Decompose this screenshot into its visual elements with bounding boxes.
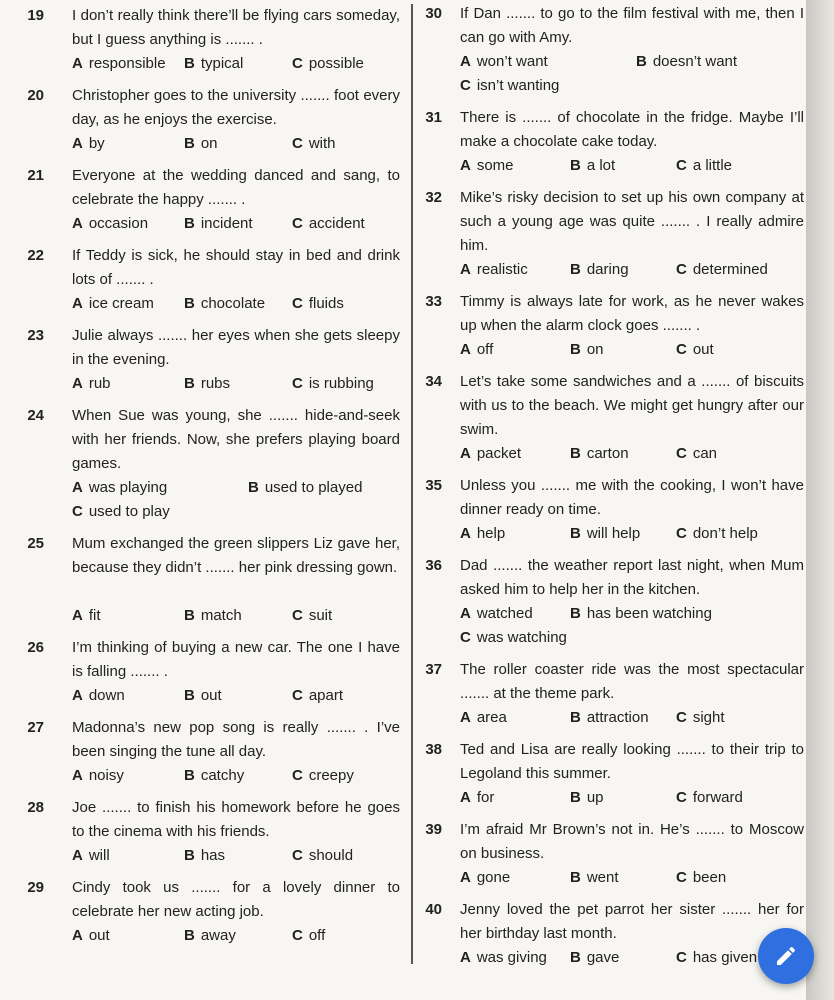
option-letter: A xyxy=(72,927,83,944)
option-letter: A xyxy=(460,605,471,622)
option-b[interactable]: doesn’t want xyxy=(652,53,738,70)
question-number: 23 xyxy=(27,327,44,344)
option-letter: C xyxy=(676,525,687,542)
option-b[interactable]: incident xyxy=(200,215,253,232)
question-stem: If Dan ....... to go to the film festival with me, then I can go with Amy. xyxy=(460,5,804,46)
option-c[interactable]: out xyxy=(692,341,714,358)
question-stem: Unless you ....... me with the cooking, I won’t have dinner ready on time. xyxy=(460,477,804,518)
question-number: 36 xyxy=(425,557,442,574)
option-b[interactable]: out xyxy=(200,687,222,704)
option-a[interactable]: down xyxy=(88,687,125,704)
option-c[interactable]: off xyxy=(308,927,326,944)
option-a[interactable]: will xyxy=(88,847,110,864)
option-b[interactable]: on xyxy=(586,341,604,358)
option-letter: A xyxy=(460,789,471,806)
option-letter: B xyxy=(184,847,195,864)
question-number: 24 xyxy=(27,407,44,424)
question-stem: Christopher goes to the university ....... foot every day, as he enjoys the exercise. xyxy=(72,87,400,128)
option-b[interactable]: carton xyxy=(586,445,629,462)
option-letter: C xyxy=(292,607,303,624)
option-a[interactable]: watched xyxy=(476,605,533,622)
option-c[interactable]: should xyxy=(308,847,354,864)
option-letter: A xyxy=(72,687,83,704)
option-letter: B xyxy=(184,295,195,312)
option-c[interactable]: don’t help xyxy=(692,525,758,542)
option-letter: B xyxy=(570,869,581,886)
option-letter: B xyxy=(570,525,581,542)
option-a[interactable]: packet xyxy=(476,445,522,462)
option-letter: A xyxy=(72,375,83,392)
question-number: 37 xyxy=(425,661,442,678)
option-a[interactable]: ice cream xyxy=(88,295,154,312)
option-letter: C xyxy=(676,445,687,462)
option-c[interactable]: determined xyxy=(692,261,768,278)
option-b[interactable]: has been watching xyxy=(586,605,712,622)
option-c[interactable]: possible xyxy=(308,55,364,72)
option-b[interactable]: match xyxy=(200,607,242,624)
option-a[interactable]: gone xyxy=(476,869,511,886)
question-stem: Joe ....... to finish his homework before he goes to the cinema with his friends. xyxy=(72,799,400,840)
option-c[interactable]: was watching xyxy=(476,629,567,646)
question-number: 33 xyxy=(425,293,442,310)
option-b[interactable]: rubs xyxy=(200,375,231,392)
option-letter: A xyxy=(460,709,471,726)
option-c[interactable]: suit xyxy=(308,607,333,624)
option-c[interactable]: a little xyxy=(692,157,733,174)
option-letter: A xyxy=(72,135,83,152)
question-number: 35 xyxy=(425,477,442,494)
option-b[interactable]: on xyxy=(200,135,218,152)
question-number: 34 xyxy=(425,373,442,390)
question-number: 19 xyxy=(27,7,44,24)
option-b[interactable]: will help xyxy=(586,525,641,542)
option-b[interactable]: up xyxy=(586,789,604,806)
option-letter: A xyxy=(72,767,83,784)
option-letter: B xyxy=(184,927,195,944)
option-letter: C xyxy=(676,157,687,174)
question-number: 32 xyxy=(425,189,442,206)
option-letter: A xyxy=(460,157,471,174)
option-c[interactable]: is rubbing xyxy=(308,375,374,392)
option-b[interactable]: gave xyxy=(586,949,620,966)
option-c[interactable]: creepy xyxy=(308,767,354,784)
option-c[interactable]: can xyxy=(692,445,718,462)
question-stem: Mum exchanged the green slippers Liz gave her, because they didn’t ....... her pink dressing gown. xyxy=(72,535,400,576)
question-stem: Timmy is always late for work, as he never wakes up when the alarm clock goes ....... . xyxy=(460,293,804,334)
option-letter: B xyxy=(184,607,195,624)
option-letter: B xyxy=(184,687,195,704)
option-c[interactable]: accident xyxy=(308,215,365,232)
question-stem: I don’t really think there’ll be flying cars someday, but I guess anything is ....... . xyxy=(72,7,400,48)
option-a[interactable]: some xyxy=(476,157,514,174)
option-letter: C xyxy=(460,77,471,94)
question-number: 39 xyxy=(425,821,442,838)
option-c[interactable]: been xyxy=(692,869,727,886)
option-a[interactable]: noisy xyxy=(88,767,124,784)
option-letter: A xyxy=(72,295,83,312)
option-a[interactable]: rub xyxy=(88,375,111,392)
option-letter: A xyxy=(460,525,471,542)
option-letter: C xyxy=(292,215,303,232)
option-letter: A xyxy=(460,53,471,70)
option-c[interactable]: apart xyxy=(308,687,344,704)
option-letter: A xyxy=(460,869,471,886)
option-letter: C xyxy=(676,709,687,726)
option-a[interactable]: won’t want xyxy=(476,53,548,70)
question-stem: There is ....... of chocolate in the fridge. Maybe I’ll make a chocolate cake today. xyxy=(460,109,804,150)
option-letter: B xyxy=(184,135,195,152)
option-b[interactable]: chocolate xyxy=(200,295,266,312)
option-letter: B xyxy=(184,215,195,232)
option-letter: B xyxy=(570,605,581,622)
pencil-icon xyxy=(774,944,798,968)
option-letter: A xyxy=(72,55,83,72)
option-c[interactable]: sight xyxy=(692,709,725,726)
column-divider xyxy=(411,4,413,964)
option-c[interactable]: with xyxy=(308,135,336,152)
option-letter: C xyxy=(292,135,303,152)
option-letter: B xyxy=(570,709,581,726)
option-letter: C xyxy=(292,55,303,72)
question-number: 38 xyxy=(425,741,442,758)
option-b[interactable]: catchy xyxy=(200,767,245,784)
option-c[interactable]: forward xyxy=(692,789,743,806)
option-letter: A xyxy=(72,479,83,496)
option-letter: C xyxy=(676,789,687,806)
option-letter: B xyxy=(636,53,647,70)
option-b[interactable]: away xyxy=(200,927,236,944)
option-b[interactable]: used to played xyxy=(264,479,363,496)
option-b[interactable]: has xyxy=(200,847,226,864)
option-c[interactable]: used to play xyxy=(88,503,170,520)
option-a[interactable]: by xyxy=(88,135,105,152)
question-stem: If Teddy is sick, he should stay in bed and drink lots of ....... . xyxy=(72,247,400,288)
question-number: 22 xyxy=(27,247,44,264)
question-stem: The roller coaster ride was the most spectacular ....... at the theme park. xyxy=(460,661,804,702)
question-number: 40 xyxy=(425,901,442,918)
option-letter: B xyxy=(184,767,195,784)
option-c[interactable]: isn’t wanting xyxy=(476,77,560,94)
question-number: 31 xyxy=(425,109,442,126)
question-stem: Everyone at the wedding danced and sang, to celebrate the happy ....... . xyxy=(72,167,400,208)
question-number: 27 xyxy=(27,719,44,736)
option-b[interactable]: went xyxy=(586,869,619,886)
question-stem: Ted and Lisa are really looking ....... to their trip to Legoland this summer. xyxy=(460,741,804,782)
option-letter: C xyxy=(292,847,303,864)
option-letter: A xyxy=(72,847,83,864)
question-number: 29 xyxy=(27,879,44,896)
option-letter: C xyxy=(676,949,687,966)
question-number: 20 xyxy=(27,87,44,104)
option-c[interactable]: fluids xyxy=(308,295,344,312)
option-letter: C xyxy=(676,869,687,886)
question-number: 25 xyxy=(27,535,44,552)
question-number: 21 xyxy=(27,167,44,184)
option-letter: C xyxy=(292,767,303,784)
option-letter: B xyxy=(248,479,259,496)
option-a[interactable]: realistic xyxy=(476,261,528,278)
page-edge-shadow xyxy=(806,0,834,1000)
option-letter: B xyxy=(570,261,581,278)
option-letter: C xyxy=(72,503,83,520)
option-a[interactable]: area xyxy=(476,709,507,726)
option-letter: B xyxy=(570,157,581,174)
option-letter: A xyxy=(460,445,471,462)
question-stem: Cindy took us ....... for a lovely dinner to celebrate her new acting job. xyxy=(72,879,400,920)
option-letter: C xyxy=(292,687,303,704)
option-letter: A xyxy=(460,949,471,966)
option-letter: A xyxy=(460,341,471,358)
option-letter: A xyxy=(72,215,83,232)
option-letter: C xyxy=(676,261,687,278)
question-number: 30 xyxy=(425,5,442,22)
question-stem: When Sue was young, she ....... hide-and-seek with her friends. Now, she prefers playing board games. xyxy=(72,407,400,472)
option-letter: B xyxy=(570,789,581,806)
question-number: 26 xyxy=(27,639,44,656)
option-a[interactable]: out xyxy=(88,927,110,944)
option-letter: B xyxy=(570,445,581,462)
question-stem: I’m thinking of buying a new car. The one I have is falling ....... . xyxy=(72,639,400,680)
option-letter: B xyxy=(570,341,581,358)
option-a[interactable]: help xyxy=(476,525,506,542)
edit-fab-button[interactable] xyxy=(758,928,814,984)
question-stem: Let’s take some sandwiches and a ....... of biscuits with us to the beach. We might get hungry after our swim. xyxy=(460,373,804,438)
option-b[interactable]: typical xyxy=(200,55,244,72)
option-b[interactable]: daring xyxy=(586,261,629,278)
option-a[interactable]: for xyxy=(476,789,495,806)
question-stem: Dad ....... the weather report last night, when Mum asked him to help her in the kitchen. xyxy=(460,557,804,598)
option-b[interactable]: attraction xyxy=(586,709,649,726)
option-letter: B xyxy=(184,375,195,392)
option-letter: B xyxy=(570,949,581,966)
option-letter: C xyxy=(460,629,471,646)
question-stem: Mike’s risky decision to set up his own company at such a young age was quite ....... . I really admire him. xyxy=(460,189,804,254)
option-letter: C xyxy=(292,295,303,312)
question-stem: Madonna’s new pop song is really ....... . I’ve been singing the tune all day. xyxy=(72,719,400,760)
option-letter: C xyxy=(292,927,303,944)
option-letter: C xyxy=(292,375,303,392)
option-c[interactable]: has given xyxy=(692,949,758,966)
option-letter: A xyxy=(72,607,83,624)
question-number: 28 xyxy=(27,799,44,816)
option-a[interactable]: was giving xyxy=(476,949,547,966)
option-b[interactable]: a lot xyxy=(586,157,616,174)
option-letter: A xyxy=(460,261,471,278)
option-a[interactable]: responsible xyxy=(88,55,166,72)
question-stem: Julie always ....... her eyes when she gets sleepy in the evening. xyxy=(72,327,400,368)
option-a[interactable]: was playing xyxy=(88,479,168,496)
option-letter: B xyxy=(184,55,195,72)
option-a[interactable]: off xyxy=(476,341,494,358)
option-a[interactable]: occasion xyxy=(88,215,149,232)
option-letter: C xyxy=(676,341,687,358)
question-stem: I’m afraid Mr Brown’s not in. He’s ....... to Moscow on business. xyxy=(460,821,804,862)
question-stem: Jenny loved the pet parrot her sister ....... her for her birthday last month. xyxy=(460,901,804,942)
option-a[interactable]: fit xyxy=(88,607,101,624)
